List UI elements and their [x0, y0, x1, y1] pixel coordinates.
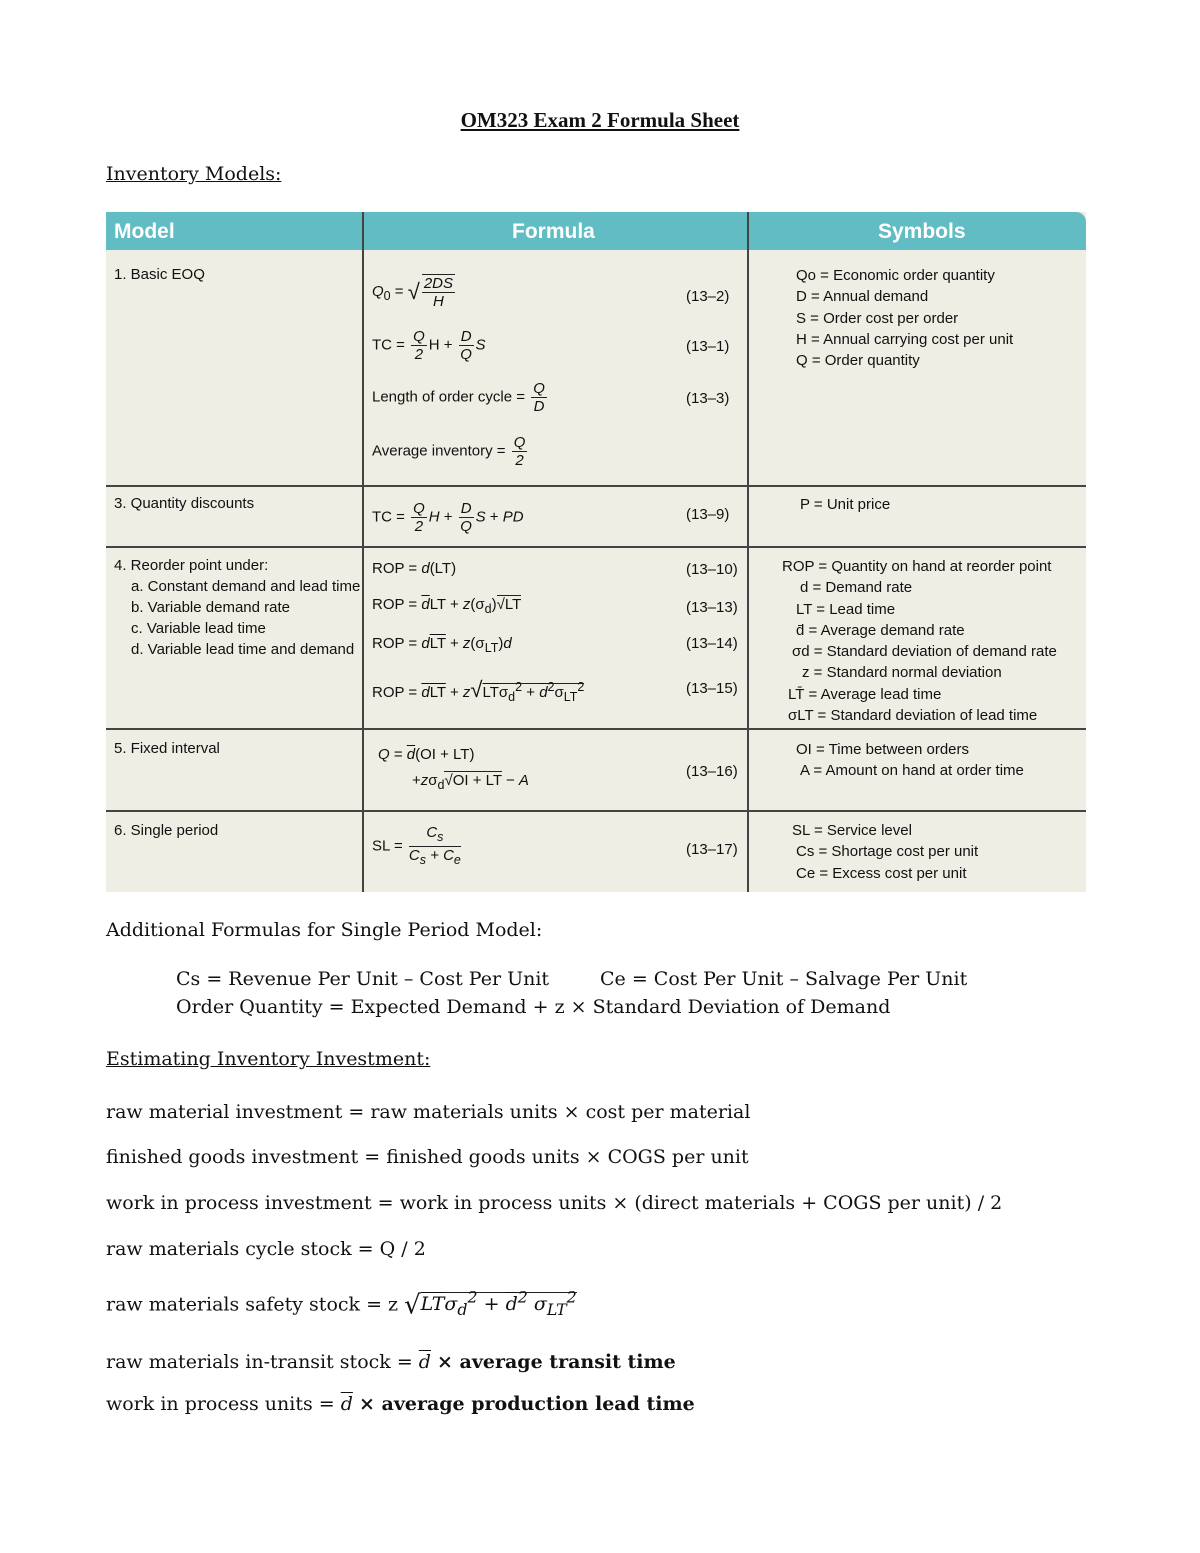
in-transit-prefix: raw materials in-transit stock =: [106, 1351, 413, 1373]
symbols-reorder: [782, 556, 1057, 726]
safety-stock-prefix: raw materials safety stock = z: [106, 1293, 399, 1316]
symbol-line: S = Order cost per order: [796, 309, 959, 327]
in-transit-bold: × average transit time: [437, 1351, 676, 1373]
symbol-line: Cs = Shortage cost per unit: [796, 843, 979, 861]
page-title: OM323 Exam 2 Formula Sheet: [460, 108, 740, 132]
symbol-line: Q = Order quantity: [796, 352, 920, 370]
finished-goods-investment: finished goods investment = finished goods units × COGS per unit: [106, 1146, 749, 1168]
symbol-line: Qo = Economic order quantity: [796, 267, 995, 284]
header-model: Model: [114, 220, 175, 243]
header-symbols: Symbols: [878, 220, 966, 243]
symbol-line: LT = Lead time: [796, 600, 896, 618]
eq-number: (13–17): [686, 841, 738, 858]
model-sub-b: b. Variable demand rate: [131, 599, 290, 616]
row-divider: [106, 728, 1086, 730]
header-formula: Formula: [512, 220, 595, 243]
symbol-line: P = Unit price: [800, 496, 891, 513]
row-divider: [106, 485, 1086, 487]
model-reorder-point: [114, 555, 360, 660]
wip-units: work in process units = $\overline{d}$ × average production lead time: [106, 1393, 695, 1415]
eq-number: (13–10): [686, 561, 738, 578]
eq-number: (13–14): [686, 635, 738, 652]
eq-number: (13–15): [686, 680, 738, 697]
symbols-fixed-interval: [796, 739, 1024, 782]
cs-formula: Cs = Revenue Per Unit – Cost Per Unit: [176, 968, 550, 990]
ce-formula: Ce = Cost Per Unit – Salvage Per Unit: [600, 968, 968, 990]
model-quantity-discounts: 3. Quantity discounts: [114, 495, 255, 512]
model-label: 4. Reorder point under:: [114, 557, 269, 574]
wip-units-prefix: work in process units =: [106, 1393, 335, 1415]
formula-rop-d: ROP = dLT + $z√LT\sigma_d^2 + \overline{d}^2\sigma_{LT}^2$: [372, 677, 585, 704]
inventory-heading: Inventory Models:: [106, 163, 282, 185]
eq-number: (13–16): [686, 763, 738, 780]
symbol-line: OI = Time between orders: [796, 741, 969, 758]
formula-service-level: SL = $\frac{C_s}{C_s + C_e}$: [372, 824, 461, 867]
formula-average-inventory: Average inventory = $\frac{Q}{2}$: [372, 434, 526, 469]
column-divider: [362, 212, 364, 892]
symbol-line: z = Standard normal deviation: [802, 664, 1002, 682]
formula-quantity-discount-tc: TC = $\frac{Q}{2}$ H + $\frac{D}{Q}$ S + PD: [372, 500, 524, 535]
formula-rop-b: ROP = $\overline{d}LT + z(\sigma_d)√LT$: [372, 596, 522, 616]
table-header: [106, 212, 1086, 250]
eq-number: (13–3): [686, 390, 730, 407]
symbol-line: ROP = Quantity on hand at reorder point: [782, 558, 1052, 575]
row-divider: [106, 546, 1086, 548]
eq-number: (13–13): [686, 599, 738, 616]
model-sub-a: a. Constant demand and lead time: [131, 578, 361, 595]
wip-units-bold: × average production lead time: [358, 1393, 695, 1415]
formula-table: [106, 212, 1086, 892]
eq-number: (13–9): [686, 506, 730, 523]
symbol-line: σLT = Standard deviation of lead time: [788, 707, 1038, 725]
eq-number: (13–2): [686, 288, 730, 305]
raw-material-investment: raw material investment = raw materials units × cost per material: [106, 1101, 751, 1123]
symbol-line: LT̄ = Average lead time: [788, 685, 942, 703]
symbol-line: d̄ = Average demand rate: [796, 621, 965, 639]
row-divider: [106, 810, 1086, 812]
model-sub-d: d. Variable lead time and demand: [131, 641, 355, 658]
formula-order-cycle: Length of order cycle = $\frac{Q}{D}$: [372, 380, 545, 415]
symbol-line: A = Amount on hand at order time: [800, 762, 1024, 780]
eq-number: (13–1): [686, 338, 730, 355]
column-divider: [747, 212, 749, 892]
symbol-line: SL = Service level: [792, 822, 912, 839]
model-single-period: 6. Single period: [114, 822, 219, 839]
symbol-line: D = Annual demand: [796, 288, 929, 306]
investment-heading: Estimating Inventory Investment:: [106, 1048, 431, 1070]
model-basic-eoq: 1. Basic EOQ: [114, 266, 205, 283]
formula-rop-a: ROP = d(LT): [372, 560, 457, 577]
cycle-stock: raw materials cycle stock = Q / 2: [106, 1238, 426, 1260]
formula-eoq: $Q_0$ = √ $\frac{2DS}{H}$: [372, 275, 453, 310]
symbol-line: Ce = Excess cost per unit: [796, 864, 967, 882]
model-fixed-interval: 5. Fixed interval: [114, 740, 220, 757]
formula-rop-c: ROP = $d\overline{LT} + z(\sigma_{LT})d$: [372, 635, 512, 655]
additional-heading: Additional Formulas for Single Period Model:: [106, 919, 543, 941]
in-transit-stock: raw materials in-transit stock = $\overline{d}$ × average transit time: [106, 1351, 676, 1373]
formula-total-cost: TC = $\frac{Q}{2}$ H + $\frac{D}{Q}$ S: [372, 328, 486, 363]
wip-investment: work in process investment = work in process units × (direct materials + COGS per unit) / 2: [106, 1192, 1003, 1214]
formula-fixed-interval: $Q = \overline{d}(OI + LT)$ $+z\sigma_d√OI$ + LT − A: [378, 746, 529, 792]
order-quantity-formula: Order Quantity = Expected Demand + z × Standard Deviation of Demand: [176, 996, 891, 1018]
model-sub-c: c. Variable lead time: [131, 620, 266, 637]
symbols-single-period: [792, 820, 978, 884]
symbols-eoq: [796, 265, 1013, 371]
safety-stock: raw materials safety stock = z $√LT\sigma_d^2 + \overline{d}^2$ $\sigma_{LT}^2$: [106, 1288, 577, 1321]
symbol-line: H = Annual carrying cost per unit: [796, 330, 1014, 348]
symbol-line: d = Demand rate: [800, 579, 913, 597]
symbol-line: σd = Standard deviation of demand rate: [792, 643, 1057, 661]
